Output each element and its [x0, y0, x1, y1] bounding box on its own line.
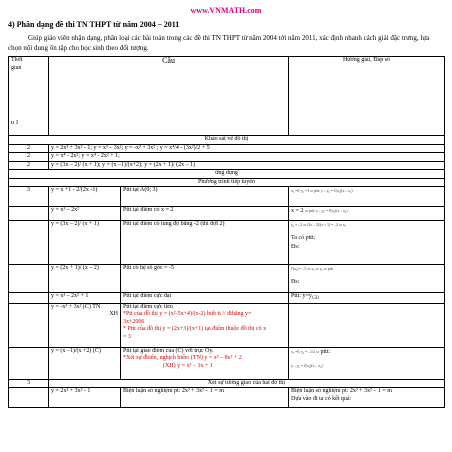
question-cell: Pttt tại điểm có x = 2 [121, 207, 289, 221]
section-row [9, 178, 445, 187]
function-tag: XH [109, 311, 118, 318]
function-cell: y = x +1 - 2/(2x -1) [49, 187, 121, 207]
question-text: *Xét sự đbiến, nghịch biến: (TN) y = x³ – 8x² + 2 [123, 355, 242, 362]
table-row [9, 303, 445, 347]
table-row [9, 153, 445, 162]
question-text: = 3 [123, 333, 131, 340]
answer-cell [289, 207, 445, 221]
time-cell [9, 207, 49, 221]
function-cell: y = x³ – 2x² + 1 [49, 293, 121, 304]
time-cell: 3 [9, 187, 49, 207]
answer-cell [289, 347, 445, 379]
table-row [9, 347, 445, 379]
question-cell [121, 303, 289, 347]
answer-text: Đs: [291, 244, 300, 250]
time-cell: 2 [9, 144, 49, 153]
header-question: Câu [49, 57, 289, 136]
answer-text: Pttt: y=y [291, 293, 312, 299]
answer-text: Dựa vào đt ta có kết quả: [291, 395, 352, 402]
answer-cell [289, 221, 445, 265]
function-cell: y = (2x + 1)/ (x – 2) [49, 265, 121, 293]
question-text: 3x+2006 [123, 318, 145, 325]
table-row [9, 144, 445, 153]
section-heading: 4) Phân dạng đề thi TN THPT từ năm 2004 – 2011 [8, 20, 180, 29]
question-text: * Pttt của đồ thị y = (2x+3)/(x+1) tại điểm thuộc đồ thị có x [123, 326, 267, 333]
question-cell: Pttt tại điểm có tung độ bằng -2 (thi đợt 2) [121, 221, 289, 265]
answer-cell [289, 303, 445, 347]
header-time-line1: Thời [11, 57, 23, 63]
section-row [9, 379, 445, 388]
answer-cell [289, 388, 445, 408]
function-cell: y = (3x – 2)/ (x + 1) [49, 221, 121, 265]
section-row [9, 170, 445, 179]
function-text: y = -x³ + 3x² (C) [51, 303, 91, 310]
time-cell: 2 [9, 161, 49, 170]
table-row [9, 221, 445, 265]
question-cell: Biện luận số nghiệm pt: 2x³ + 3x² – 1 = m [121, 388, 289, 408]
question-text: Pttt tại điểm cực tiểu [123, 303, 173, 310]
answer-text: y₀ = –2 ⇒ (3x – 2)/(x + 1) = –2 ⇒ x₀ [291, 222, 347, 227]
header-answer: Hướng giải, Đáp số [289, 57, 445, 136]
answer-text: Biện luận số nghiệm pt: 2x³ + 3x² – 1 = m [291, 388, 392, 395]
table-row [9, 293, 445, 304]
header-time-line3: u 1 [11, 120, 19, 126]
question-cell: Pttt có hệ số góc = -5 [121, 265, 289, 293]
section-row [9, 136, 445, 145]
answer-text: Ta có pttt: [291, 234, 316, 241]
answer-text: Đs: [291, 278, 300, 285]
question-cell: y = 2x³ + 3x² - 1; y = x³ – 3x²; y = -x³ + 3x² ; y = x⁴/4 - (3x²)/2 + 5 [49, 144, 445, 153]
time-cell: 2 [9, 153, 49, 162]
question-text: (XH) y = x³ – 3x + 1 [163, 362, 213, 369]
table-row [9, 161, 445, 170]
question-cell: Pttt tại A(0; 3) [121, 187, 289, 207]
answer-text: f'(x₀) = –5 ⇒ x₀ ⇒ y₀ ⇒ pttt [291, 266, 333, 271]
time-cell [9, 293, 49, 304]
question-text: *Ptt của đồ thị y = (x²-5x+4)/(x-2) biết tt // đthẳng y= [123, 311, 252, 318]
section-title: Xét sự tương giao của hai đồ thị [49, 379, 445, 388]
question-cell: y = (3x – 2)/ (x + 1); y = (x –1)/(x+2); y = (2x + 1)/ (2x – 1) [49, 161, 445, 170]
answer-text: pttt: [320, 348, 331, 355]
question-text: Pttt tại giao điểm của (C) với trục Oy. [123, 347, 214, 354]
function-cell [49, 303, 121, 347]
section-title: Khảo sát vẽ đồ thị [9, 136, 445, 145]
time-cell [9, 221, 49, 265]
answer-text: x₀ =0, y₀ =3 ⇒ pttt: y – y₀ = f'(x₀)(x – x₀) [291, 188, 353, 193]
site-watermark: www.VNMATH.com [190, 6, 262, 15]
function-cell: y = 2x³ + 3x² - 1 [49, 388, 121, 408]
question-cell: y = x⁴ - 2x²; y = x⁴ - 2x² + 1; [49, 153, 445, 162]
question-cell: Pttt tại điểm cực đại [121, 293, 289, 304]
table-row [9, 187, 445, 207]
answer-text: x = 2 [291, 208, 304, 214]
table-header-row [9, 57, 445, 136]
answer-cell: Pttt: $y=y_{CĐ}$ [289, 293, 445, 304]
exam-classification-table [8, 56, 445, 408]
intro-paragraph: Giúp giáo viên nhận dạng, phân loại các bài toán trong các đề thi TN THPT từ năm 2004 tới năm 2011, xác định nhanh cách giải đặc trưng, lựa chọn nội dung ôn tập cho học sinh theo đối tượng. [8, 34, 430, 52]
time-cell: 3 [9, 379, 49, 388]
function-cell: y = x³ – 2x² [49, 207, 121, 221]
table-row [9, 265, 445, 293]
table-row [9, 207, 445, 221]
header-time [9, 57, 49, 136]
time-cell [9, 265, 49, 293]
function-tag: TN [92, 303, 101, 310]
answer-cell [289, 187, 445, 207]
section-title: Phương trình tiếp tuyến [9, 178, 445, 187]
answer-text: y – y₀ = f'(x₀)(x – x₀) [291, 363, 323, 369]
function-cell: y = (x –1)/(x +2) (C) [49, 347, 121, 379]
section-title: ứng dụng [9, 170, 445, 179]
time-cell [9, 388, 49, 408]
time-cell [9, 303, 49, 347]
question-cell [121, 347, 289, 379]
answer-text: x₀ =0, y₀ = –1/2 ⇒ [291, 348, 319, 354]
answer-text: ⇒ pttt: y – y₀ = f'(x₀)(x – x₀) [304, 208, 348, 213]
answer-cell [289, 265, 445, 293]
header-time-line2: gian [11, 64, 22, 71]
time-cell [9, 347, 49, 379]
table-row [9, 388, 445, 408]
